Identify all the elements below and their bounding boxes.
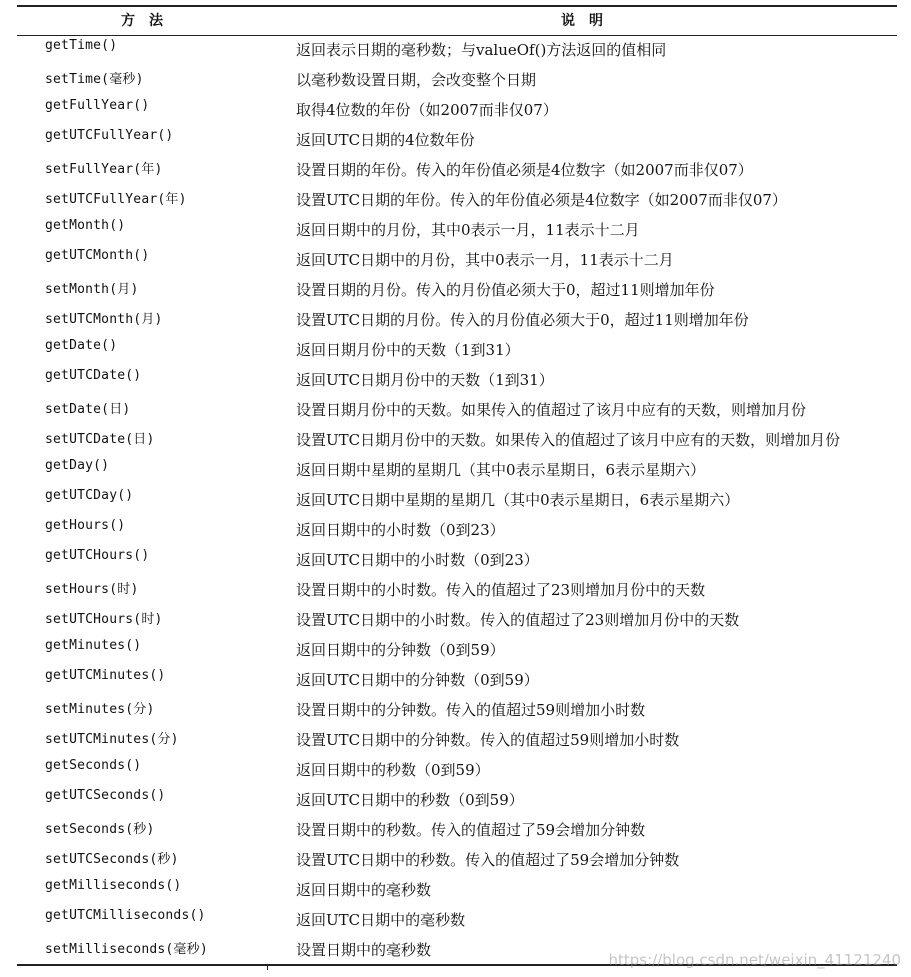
table-row [0,604,911,634]
table-row [0,754,911,784]
method-name: getUTCMilliseconds() [45,908,206,923]
method-name: getTime() [45,38,118,53]
method-description: 设置日期的年份。传入的年份值必须是4位数字（如2007而非仅07） [296,161,753,179]
method-name: getDay() [45,458,110,473]
table-row [0,904,911,934]
method-description: 设置UTC日期中的秒数。传入的值超过了59会增加分钟数 [296,851,680,869]
method-description: 设置UTC日期中的分钟数。传入的值超过59则增加小时数 [296,731,680,749]
method-name: setUTCMonth(月) [45,312,163,327]
table-row [0,814,911,844]
method-description: 返回日期月份中的天数（1到31） [296,341,520,359]
method-name: getDate() [45,338,118,353]
method-description: 返回日期中星期的星期几（其中0表示星期日，6表示星期六） [296,461,706,479]
table-row [0,544,911,574]
table-row [0,484,911,514]
method-name: getHours() [45,518,126,533]
method-name: setMonth(月) [45,282,139,297]
method-name: getMonth() [45,218,126,233]
table-row [0,664,911,694]
table-row [0,574,911,604]
table-row [0,34,911,64]
method-description: 返回日期中的毫秒数 [296,881,432,899]
method-name: setUTCFullYear(年) [45,192,187,207]
method-description: 返回UTC日期中的分钟数（0到59） [296,671,539,689]
table-row [0,424,911,454]
method-description: 返回日期中的小时数（0到23） [296,521,505,539]
method-name: getFullYear() [45,98,150,113]
method-description: 返回UTC日期中的小时数（0到23） [296,551,539,569]
method-name: setUTCMinutes(分) [45,732,179,747]
method-name: getMinutes() [45,638,142,653]
method-name: setMilliseconds(毫秒) [45,942,208,957]
method-name: setUTCDate(日) [45,432,155,447]
method-description: 设置UTC日期月份中的天数。如果传入的值超过了该月中应有的天数，则增加月份 [296,431,841,449]
table-row [0,514,911,544]
table-row [0,724,911,754]
column-divider-tick [267,964,268,970]
method-name: getUTCFullYear() [45,128,174,143]
table-row [0,874,911,904]
method-description: 返回UTC日期中的月份，其中0表示一月，11表示十二月 [296,251,674,269]
method-description: 以毫秒数设置日期，会改变整个日期 [296,71,537,89]
method-description: 设置日期的月份。传入的月份值必须大于0，超过11则增加年份 [296,281,715,299]
method-description: 设置UTC日期的年份。传入的年份值必须是4位数字（如2007而非仅07） [296,191,787,209]
table-row [0,364,911,394]
method-description: 返回日期中的月份，其中0表示一月，11表示十二月 [296,221,640,239]
method-name: getUTCSeconds() [45,788,166,803]
table-row [0,214,911,244]
method-description: 设置日期中的分钟数。传入的值超过59则增加小时数 [296,701,646,719]
table-row [0,244,911,274]
watermark: https://blog.csdn.net/weixin_41121240 [608,951,901,969]
method-name: getMilliseconds() [45,878,182,893]
method-description: 返回日期中的秒数（0到59） [296,761,490,779]
method-description: 返回UTC日期中的毫秒数 [296,911,466,929]
method-name: setUTCHours(时) [45,612,163,627]
method-description: 设置日期中的小时数。传入的值超过了23则增加月份中的天数 [296,581,706,599]
table-row [0,184,911,214]
method-name: getUTCDay() [45,488,134,503]
table-row [0,94,911,124]
method-name: setSeconds(秒) [45,822,155,837]
method-name: setDate(日) [45,402,131,417]
method-description: 取得4位数的年份（如2007而非仅07） [296,101,558,119]
table-row [0,454,911,484]
method-description: 返回UTC日期中星期的星期几（其中0表示星期日，6表示星期六） [296,491,740,509]
method-description: 返回UTC日期月份中的天数（1到31） [296,371,554,389]
method-description: 设置日期中的秒数。传入的值超过了59会增加分钟数 [296,821,646,839]
table-row [0,844,911,874]
table-row [0,334,911,364]
method-name: setTime(毫秒) [45,72,144,87]
table-top-rule [17,5,897,7]
table-row [0,274,911,304]
method-name: getUTCMinutes() [45,668,166,683]
method-description: 返回UTC日期的4位数年份 [296,131,475,149]
method-name: setUTCSeconds(秒) [45,852,179,867]
method-name: getUTCMonth() [45,248,150,263]
method-name: getSeconds() [45,758,142,773]
method-description: 设置日期中的毫秒数 [296,941,432,959]
column-header-description: 说 明 [561,13,603,29]
table-row [0,634,911,664]
method-name: setHours(时) [45,582,139,597]
table-row [0,154,911,184]
column-header-method: 方 法 [121,13,163,29]
table-body [0,34,911,964]
method-description: 返回日期中的分钟数（0到59） [296,641,505,659]
method-description: 返回UTC日期中的秒数（0到59） [296,791,524,809]
table-row [0,124,911,154]
table-row [0,694,911,724]
method-name: getUTCHours() [45,548,150,563]
table-row [0,304,911,334]
method-name: setFullYear(年) [45,162,163,177]
method-name: setMinutes(分) [45,702,155,717]
method-description: 设置日期月份中的天数。如果传入的值超过了该月中应有的天数，则增加月份 [296,401,807,419]
table-row [0,64,911,94]
table-row [0,394,911,424]
table-row [0,784,911,814]
method-name: getUTCDate() [45,368,142,383]
method-description: 设置UTC日期的月份。传入的月份值必须大于0，超过11则增加年份 [296,311,749,329]
method-description: 返回表示日期的毫秒数；与valueOf()方法返回的值相同 [296,41,667,59]
method-description: 设置UTC日期中的小时数。传入的值超过了23则增加月份中的天数 [296,611,740,629]
